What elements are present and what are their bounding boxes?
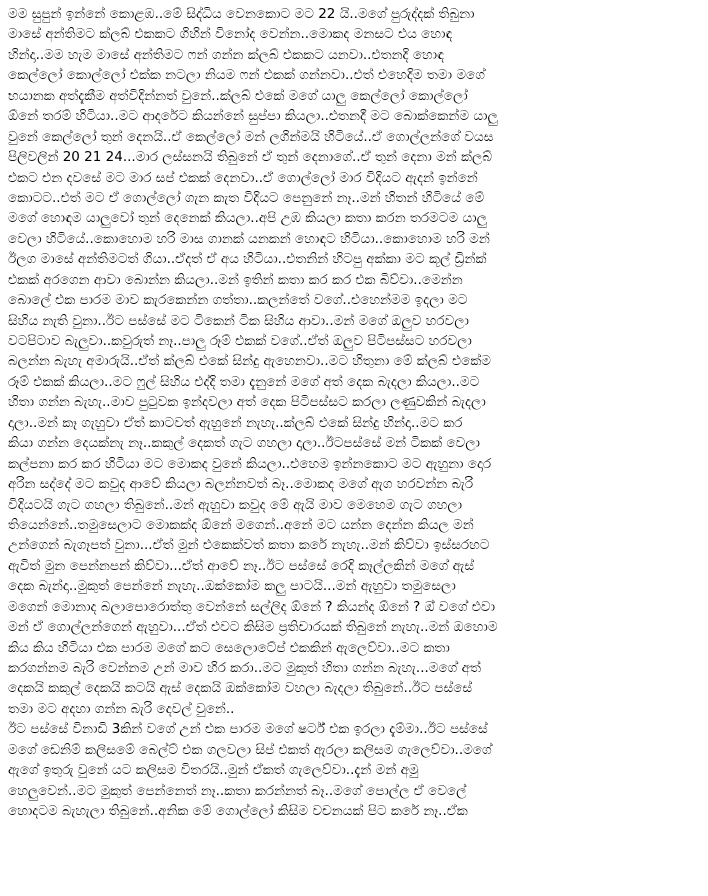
text-line: විදියටයි ගැට ගහලා තිබුනේ..මන් ඇහුවා කවුද මේ ඇයි මාව මෙහෙම ගැට ගහලා — [8, 496, 463, 513]
text-line: ඇවිත් මුන පෙන්නපන් කිව්වා...ඒත් ආවේ නෑ..ඊට පස්සේ රෙදි කෑල්ලකින් මගේ ඇස් — [8, 557, 475, 574]
text-line: වෙලා හිටියේ..කොහොම හරි මාස ගානක් යනකන් හොඳට හිටියා..කොහොම හරි මන් — [8, 230, 490, 247]
text-line: මාසේ අන්තිමට ක්ලබ් එකකට ගිහින් විනෝද වෙන්න..මොකද මනසට එය හොඳ — [8, 26, 453, 43]
text-line: කෙල්ලෝ කොල්ලෝ එක්ක නටලා නියම ෆන් එකක් ගන්නවා..එත් එහෙදිම තමා මගේ — [8, 67, 485, 84]
text-line: හෙලුවෙන්..මට මුකුත් පෙන්නෙත් නෑ..කතා කරන්නත් බෑ..මගේ පොල්ල ඒ වෙලේ — [8, 782, 467, 799]
text-line: ඊලග මාසේ අන්තිමටත් ගියා..ඒදත් ඒ අය හිටියා..එතනින් හිටපු අක්කා මට කූල් ඩ්‍රින්ක් — [8, 251, 487, 268]
text-line: උන්ගෙන් බැගෑපත් වුනා...ඒත් මුන් එකෙක්වත් කතා කරේ නැහැ..මන් කිව්වා ඉස්සරහට — [8, 537, 490, 554]
text-line: ඕනේ තරම් හිටියා..මට ආදරේට කියන්නේ සුප්පා කියලා..එතනදී මට බොක්කෙන්ම යාලු — [8, 108, 498, 125]
story-text — [8, 4, 700, 822]
text-line: මන් ඒ ගොල්ලන්ගෙන් ඇහුවා...ඒත් එවට කිසිම ප්‍රතිචාරයක් තිබුනේ නැහැ..මන් ඔහොම — [8, 619, 498, 636]
text-line: බලන්න බැහැ අමාරුයි..ඒත් ක්ලබ් එකේ සින්දු ඇහෙනවා..මට හිතුනා මේ ක්ලබ් එකේම — [8, 353, 491, 370]
text-line: මගේ ඩෙනිම් කලිසමේ බෙල්ට් එක ගලවලා සිප් එකත් ඇරලා කලිසම ගැලෙව්වා..මගේ — [8, 741, 492, 758]
text-line: වටපිටාව බැලුවා..කවුරුත් නෑ..පාලු රූම් එකක් වගේ..ඒත් ඔලුව පිටිපස්සට හරවලා — [8, 333, 472, 349]
text-line: තියෙන්නේ..තමුසෙලාට මොකක්ද ඕනේ මගෙන්..අනේ මට යන්න දෙන්න කියල මන් — [8, 516, 474, 533]
text-line: එකට එන දවසේ මට මාර සප් එකක් දෙනවා..ඒ ගොල්ලෝ මාර විදියට ඇදන් ඉන්නේ — [8, 169, 478, 186]
text-line: මගේ හොඳම යාලුවෝ තුන් දෙනෙක් කියලා..අපි උඹ කියලා කතා කරන තරමටම යාලු — [8, 210, 487, 227]
text-line: මම සුපුන් ඉන්නේ කොළඹ..මේ සිද්ධිය වෙනකොට මට 22 යි..මගේ පුරුද්දක් තිබුනා — [8, 6, 475, 22]
text-line: තමා මට අදහා ගන්න බැරි දෙවල් වුනේ.. — [8, 700, 235, 717]
text-line: භයානක අත්දැකීම අත්විදින්නත් වුනේ..ක්ලබ් එකේ මගේ යාලු කෙල්ලෝ කොල්ලෝ — [8, 87, 468, 104]
text-line: කරගන්නම බැරි වෙන්නම උන් මාව හිර කරා..මට මුකුත් හිතා ගන්න බැහැ...මගේ අත් — [8, 660, 481, 676]
text-line: දාලා..මන් කෑ ගැහුවා ඒත් කාටවත් ඇහුනේ නැහැ..ක්ලබ් එකේ සින්දු හින්දා..මට කර — [8, 414, 463, 431]
text-line: කිය කිය හිටියා එක පාරම මගේ කට සෙලොටේප් එකකින් ඇලෙව්වා..මට කතා — [8, 639, 450, 656]
text-line: සිහිය නැති වුනා..ඊට පස්සේ මට ටිකෙන් ටික සිහිය ආවා..මන් මගේ ඔලුව හරවලා — [8, 312, 469, 329]
text-line: ඊට පස්සේ විනාඩි 3කින් වගේ උන් එක පාරම මගේ ෂර්ට් එක ඉරලා දැම්මා..ඊට පස්සේ — [8, 721, 488, 738]
text-line: මගෙන් මොනාද බලාපොරොත්තු වෙන්නේ සල්ලිද ඕනේ ? කියන්ද ඕනේ ? ඔ් වගේ එවා — [8, 598, 496, 615]
text-line: පිලිවලින් 20 21 24...මාර ලස්සනයි තිබුනේ ඒ තුන් දෙනාගේ..ඒ තුන් දෙනා මන් ක්ලබ් — [8, 149, 492, 166]
text-line: හිතා ගන්න බැහැ..මාව පුටුවක ඉන්දවලා අත් දෙක පිටිපස්සට කරලා ලණුවකින් බැදලා — [8, 394, 486, 411]
text-line: අරින සද්දේ මට කවුද ආවේ කියලා බලන්නවත් බෑ..මොකද මගේ ඇග හරවන්න බැරි — [8, 476, 474, 493]
text-line: හොදටම බැහැලා තිබුනේ..අනික මේ ගොල්ලෝ කිසිම වචනයක් පිට කරේ නෑ..ඒක — [8, 803, 468, 820]
text-line: දෙක බැන්දා..මුකුත් පෙන්නේ නැහැ..ඔක්කෝම කලු පාටයි...මන් ඇහුවා තමුසෙලා — [8, 578, 456, 595]
text-line: එකක් අරගෙන ආවා බොන්න කියලා..මන් ඉතින් කතා කර කර එක බිව්වා..මෙන්න — [8, 271, 463, 288]
text-line: රූම් එකක් කියලා..මට ෆුල් සිහිය එද්දි තමා දැනුනේ මගේ අත් දෙක බැදලා කියලා..මට — [8, 373, 480, 390]
text-line: කියා ගන්න දෙයක්නැ නෑ..කකුල් දෙකත් ගැට ගහලා දාලා..ඊටපස්සේ මන් ටිකක් වෙලා — [8, 435, 480, 452]
text-line: දෙකයි කකුල් දෙකයි කටයි ඇස් දෙකයි ඔක්කෝම වහලා බැදලා තිබුනේ..ඊට පස්සේ — [8, 680, 473, 697]
text-line: කොටට..එත් මට ඒ ගොල්ලෝ ගැන කැත විදියට පෙනුනේ නෑ..මන් හිතන් හිටියේ මේ — [8, 189, 485, 206]
text-line: වුනේ කෙල්ලෝ තුන් දෙනයි..ඒ කෙල්ලෝ මන් ලගින්මයි හිටියේ..ඒ ගොල්ලන්ගේ වයස — [8, 128, 494, 145]
text-line: හින්දා..මම හැම මාසේ අන්තිමට ෆන් ගන්න ක්ලබ් එකකට යනවා..එතනදි හොඳ — [8, 46, 444, 63]
text-line: බොලේ එක පාරම මාව කැරකෙන්න ගත්තා..කලන්තේ වගේ..එහෙන්මම ඉදලා මට — [8, 292, 468, 309]
text-line: කල්පනා කර කර හිටියා මට මොකද වුනේ කියලා..එහෙම ඉන්නකොට මට ඇහුනා දොර — [8, 455, 492, 472]
text-line: ඇගේ ඉතුරු වුනේ යට කලිසම විතරයි..මුන් ඒකත් ගැලෙව්වා..දැන් මන් අමු — [8, 762, 419, 779]
